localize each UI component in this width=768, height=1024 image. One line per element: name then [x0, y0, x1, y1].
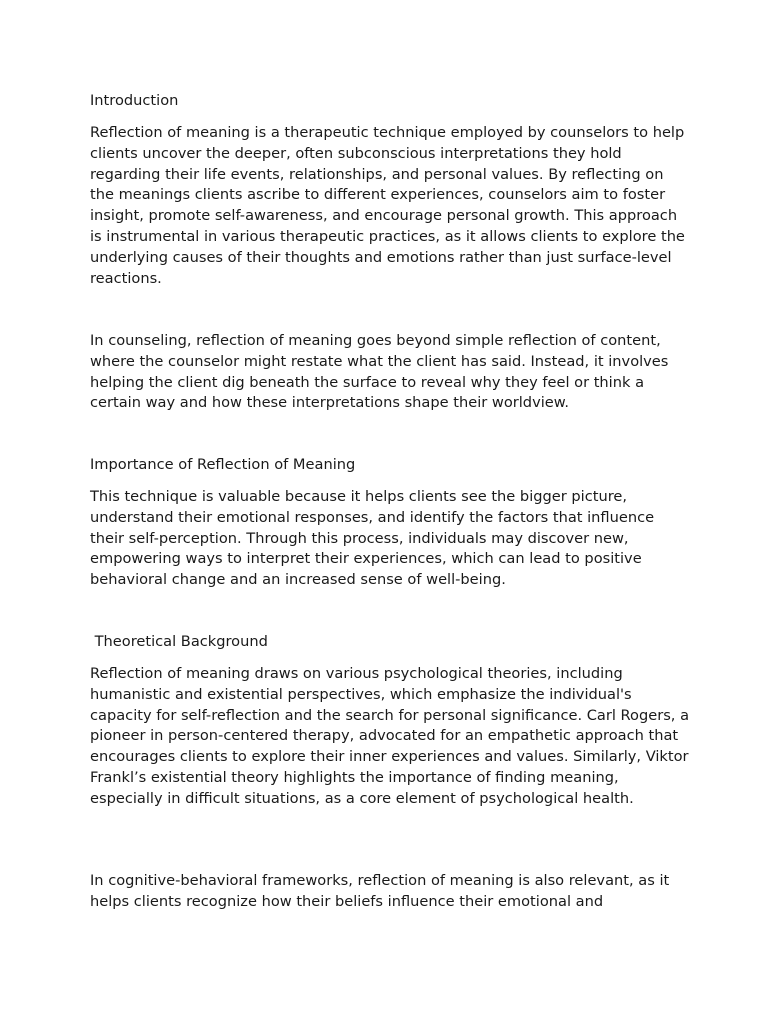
paragraph-cognitive-behavioral: In cognitive-behavioral frameworks, reflection of meaning is also relevant, as it helps clients recognize how their beliefs influence their emotional and [90, 872, 670, 910]
paragraph-theoretical: Reflection of meaning draws on various psychological theories, including humanistic and existential perspectives, which emphasize the individual's capacity for self-reflection and the search for personal significance. Carl Rogers, a pioneer in person-centered therapy, advocated for an empathetic approach that encourages clients to explore their inner experiences and values. Similarly, Viktor Frankl’s existential theory highlights the importance of finding meaning, especially in difficult situations, as a core element of psychological health. [90, 665, 690, 807]
heading-importance: Importance of Reflection of Meaning [90, 456, 356, 473]
heading-theoretical-background: Theoretical Background [90, 633, 268, 650]
paragraph-importance: This technique is valuable because it helps clients see the bigger picture, understand their emotional responses, and identify the factors that influence their self-perception. Through this process, individuals may discover new, empowering ways to interpret their experiences, which can lead to positive behavioral change and an increased sense of well-being. [90, 488, 655, 589]
paragraph-counseling: In counseling, reflection of meaning goes beyond simple reflection of content, where the counselor might restate what the client has said. Instead, it involves helping the client dig beneath the surface to reveal why they feel or think a certain way and how these interpretations shape their worldview. [90, 332, 669, 412]
heading-introduction: Introduction [90, 92, 179, 109]
paragraph-introduction: Reflection of meaning is a therapeutic technique employed by counselors to help clients uncover the deeper, often subconscious interpretations they hold regarding their life events, relationships, and personal values. By reflecting on the meanings clients ascribe to different experiences, counselors aim to foster insight, promote self-awareness, and encourage personal growth. This approach is instrumental in various therapeutic practices, as it allows clients to explore the underlying causes of their thoughts and emotions rather than just surface-level reactions. [90, 124, 685, 287]
